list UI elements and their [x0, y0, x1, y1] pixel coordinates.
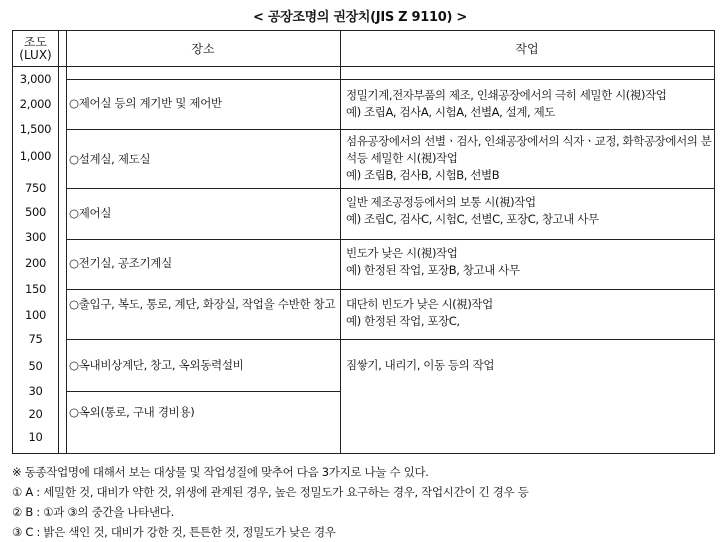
- task-example: 예) 한정된 작업, 포장C,: [346, 314, 460, 328]
- task-example: 예) 조립A, 검사A, 시험A, 선별A, 설계, 제도: [346, 105, 555, 119]
- place-cell: ○옥외(통로, 구내 경비용): [69, 405, 195, 419]
- task-cell: [346, 87, 712, 121]
- place-cell: ○전기실, 공조기계실: [69, 256, 172, 270]
- lux-header-label: 조도: [23, 34, 48, 49]
- task-cell: [346, 357, 712, 374]
- row-divider: [66, 391, 340, 392]
- lux-tick: 1,500: [19, 122, 52, 136]
- lux-tick: 150: [24, 282, 47, 296]
- place-cell: ○설계실, 제도실: [69, 152, 151, 166]
- lux-header-unit: (LUX): [19, 47, 52, 62]
- tick-axis-line: [66, 31, 67, 453]
- task-description: 짐쌓기, 내리기, 이동 등의 작업: [346, 358, 495, 372]
- row-divider: [66, 339, 714, 340]
- task-cell: [346, 133, 712, 184]
- row-divider: [66, 79, 714, 80]
- lux-tick: 10: [28, 430, 43, 444]
- lux-tick: 200: [24, 256, 47, 270]
- place-cell: ○출입구, 복도, 통로, 계단, 화장실, 작업을 수반한 창고: [69, 297, 336, 311]
- lux-tick: 30: [28, 384, 43, 398]
- place-header: 장소: [191, 42, 215, 56]
- column-divider: [340, 31, 341, 453]
- task-cell: [346, 296, 712, 330]
- row-divider: [66, 239, 714, 240]
- task-description: 일반 제조공정등에서의 보통 시(視)작업: [346, 195, 536, 209]
- footnotes: [12, 462, 712, 542]
- place-cell: ○옥내비상계단, 창고, 옥외동력설비: [69, 358, 244, 372]
- row-divider: [66, 129, 714, 130]
- lux-tick: 3,000: [19, 72, 52, 86]
- footnote-b: ② B : ①과 ③의 중간을 나타낸다.: [12, 505, 174, 519]
- lux-tick: 75: [28, 332, 43, 346]
- task-cell: [346, 194, 712, 228]
- task-description: 빈도가 낮은 시(視)작업: [346, 246, 458, 260]
- lux-tick: 300: [24, 230, 47, 244]
- row-divider: [66, 188, 714, 189]
- footnote-intro: ※ 동종작업명에 대해서 보는 대상물 및 작업성질에 맞추어 다음 3가지로 나눌 수 있다.: [12, 465, 429, 479]
- row-divider: [66, 289, 714, 290]
- task-cell: [346, 245, 712, 279]
- column-divider: [58, 31, 59, 453]
- place-cell: ○제어실: [69, 206, 112, 220]
- task-description: 대단히 빈도가 낮은 시(視)작업: [346, 297, 493, 311]
- illuminance-table: [12, 30, 715, 454]
- task-example: 예) 조립C, 검사C, 시험C, 선별C, 포장C, 창고내 사무: [346, 212, 599, 226]
- task-header: 작업: [515, 42, 539, 56]
- task-example: 예) 조립B, 검사B, 시험B, 선별B: [346, 168, 500, 182]
- task-description: 섬유공장에서의 선별ㆍ검사, 인쇄공장에서의 식자ㆍ교정, 화학공장에서의 분석등 세밀한 시(視)작업: [346, 134, 712, 165]
- task-example: 예) 한정된 작업, 포장B, 창고내 사무: [346, 263, 520, 277]
- page-title: < 공장조명의 권장치(JIS Z 9110) >: [253, 10, 467, 25]
- footnote-a: ① A : 세밀한 것, 대비가 약한 것, 위생에 관계된 경우, 높은 정밀도가 요구하는 경우, 작업시간이 긴 경우 등: [12, 485, 529, 499]
- lux-tick: 1,000: [19, 149, 52, 163]
- task-description: 정밀기계,전자부품의 제조, 인쇄공장에서의 극히 세밀한 시(視)작업: [346, 88, 667, 102]
- lux-tick: 50: [28, 359, 43, 373]
- header-divider: [13, 66, 714, 67]
- lux-tick: 100: [24, 308, 47, 322]
- lux-header: [13, 31, 58, 66]
- lux-tick: 20: [28, 407, 43, 421]
- footnote-c: ③ C : 밝은 색인 것, 대비가 강한 것, 튼튼한 것, 정밀도가 낮은 경우: [12, 525, 336, 539]
- lux-tick: 2,000: [19, 97, 52, 111]
- lux-tick: 750: [24, 181, 47, 195]
- lux-tick: 500: [24, 205, 47, 219]
- place-cell: ○제어실 등의 계기반 및 제어반: [69, 96, 222, 110]
